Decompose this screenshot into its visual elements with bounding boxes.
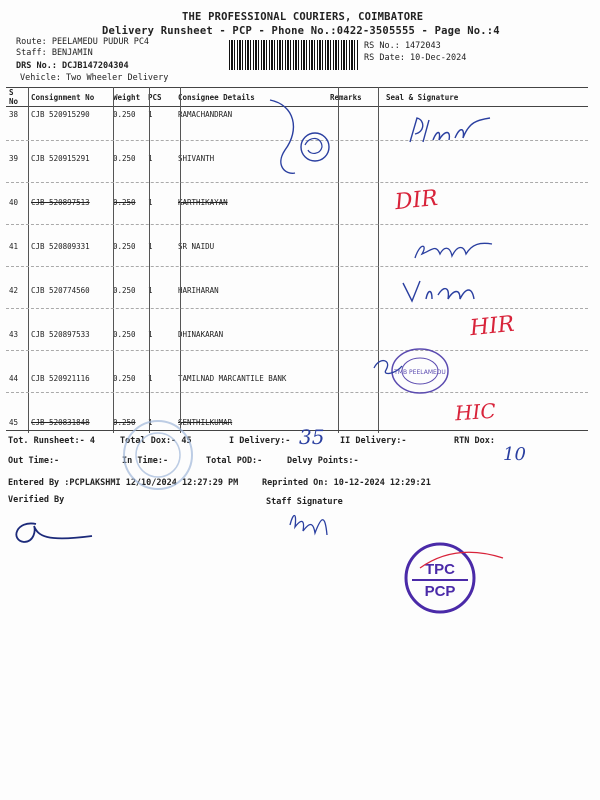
handwritten-rtn-count: 10 xyxy=(503,444,526,465)
row-remarks xyxy=(327,239,366,283)
col-consignee: Consignee Details xyxy=(175,88,327,107)
rs-number: RS No.: 1472043 xyxy=(364,41,441,51)
route-label: Route: PEELAMEDU PUDUR PC4 xyxy=(16,37,150,47)
row-remarks xyxy=(327,371,366,415)
row-weight: 0.250 xyxy=(113,110,136,119)
row-divider xyxy=(6,182,588,183)
column-divider xyxy=(149,87,150,433)
row-consignment: CJB 520915290 xyxy=(31,110,90,119)
row-weight: 0.250 xyxy=(113,418,136,427)
row-weight: 0.250 xyxy=(113,242,136,251)
row-consignment: CJB 520897533 xyxy=(31,330,90,339)
row-divider xyxy=(6,350,588,351)
remark-hir: HIR xyxy=(468,311,516,342)
column-divider xyxy=(113,87,114,433)
i-delivery-label: I Delivery:- xyxy=(229,436,291,446)
remark-hic: HIC xyxy=(454,398,497,426)
staff-signature xyxy=(285,505,335,541)
table-row xyxy=(6,371,588,415)
col-pcs: PCS xyxy=(145,88,175,107)
rs-date: RS Date: 10-Dec-2024 xyxy=(364,53,467,63)
runsheet-subtitle: Delivery Runsheet - PCP - Phone No.:0422-3505555 - Page No.:4 xyxy=(102,25,500,37)
row-pcs: 1 xyxy=(148,154,153,163)
row-divider xyxy=(6,224,588,225)
col-remarks: Remarks xyxy=(327,88,366,107)
signature-row-42 xyxy=(398,275,488,311)
row-consignment: CJB 520897513 xyxy=(31,198,90,207)
row-pcs: 1 xyxy=(148,286,153,295)
row-sno: 41 xyxy=(9,242,19,251)
row-consignee: TAMILNAD MARCANTILE BANK xyxy=(178,374,287,383)
delivery-points-label: Delvy Points:- xyxy=(287,456,359,466)
row-divider xyxy=(6,266,588,267)
row-remarks xyxy=(327,283,366,327)
row-sno: 45 xyxy=(9,418,19,427)
row-remarks xyxy=(327,327,366,371)
row-weight: 0.250 xyxy=(113,286,136,295)
col-consignment: Consignment No xyxy=(28,88,110,107)
total-dox: Total Dox:- 45 xyxy=(120,436,192,446)
total-runsheet: Tot. Runsheet:- 4 xyxy=(8,436,95,446)
staff-label: Staff: BENJAMIN xyxy=(16,48,93,58)
row-consignment: CJB 520921116 xyxy=(31,374,90,383)
reprinted-on: Reprinted On: 10-12-2024 12:29:21 xyxy=(262,478,431,488)
in-time-label: In Time:- xyxy=(122,456,169,466)
stamp-tpc-text: TPC xyxy=(425,561,455,578)
drs-number: DRS No.: DCJB147204304 xyxy=(16,61,129,71)
row-consignee: KARTHIKAYAN xyxy=(178,198,228,207)
row-sno: 43 xyxy=(9,330,19,339)
faded-office-stamp xyxy=(118,415,198,495)
table-row xyxy=(6,239,588,283)
barcode xyxy=(229,40,359,70)
row-sno: 40 xyxy=(9,198,19,207)
remark-dir: DIR xyxy=(393,185,440,216)
column-divider xyxy=(180,87,181,433)
row-consignee: SENTHILKUMAR xyxy=(178,418,233,427)
table-row xyxy=(6,195,588,239)
handwritten-delivery-count: 35 xyxy=(299,425,325,449)
company-name: THE PROFESSIONAL COURIERS, COIMBATORE xyxy=(182,11,424,23)
staff-signature-label: Staff Signature xyxy=(266,497,343,507)
row-signature xyxy=(366,151,588,195)
vehicle-label: Vehicle: Two Wheeler Delivery xyxy=(20,73,169,83)
row-consignment: CJB 520831848 xyxy=(31,418,90,427)
row-consignee: SHIVANTH xyxy=(178,154,215,163)
row-consignee: DHINAKARAN xyxy=(178,330,224,339)
column-divider xyxy=(28,87,29,433)
row-pcs: 1 xyxy=(148,198,153,207)
signature-scribble-bracket xyxy=(260,95,340,180)
total-pod-label: Total POD:- xyxy=(206,456,263,466)
row-sno: 38 xyxy=(9,110,19,119)
bank-seal-stamp xyxy=(372,346,462,396)
row-weight: 0.250 xyxy=(113,330,136,339)
entered-by: Entered By :PCPLAKSHMI 12/10/2024 12:27:29 PM xyxy=(8,478,239,488)
out-time-label: Out Time:- xyxy=(8,456,60,466)
row-consignment: CJB 520915291 xyxy=(31,154,90,163)
row-consignment: CJB 520809331 xyxy=(31,242,90,251)
row-pcs: 1 xyxy=(148,242,153,251)
rtn-dox-label: RTN Dox: xyxy=(454,436,495,446)
row-consignee: RAMACHANDRAN xyxy=(178,110,233,119)
col-seal-signature: Seal & Signature xyxy=(366,88,588,107)
ii-delivery-label: II Delivery:- xyxy=(340,436,407,446)
verifier-signature xyxy=(6,512,96,552)
signature-row-38 xyxy=(405,112,495,152)
col-sno: S No xyxy=(6,88,28,107)
tpc-pcp-stamp xyxy=(398,538,508,618)
row-divider xyxy=(6,308,588,309)
bank-seal-text: TMB PEELAMEDU xyxy=(394,369,446,376)
row-consignment: CJB 520774560 xyxy=(31,286,90,295)
col-weight: Weight xyxy=(110,88,145,107)
row-weight: 0.250 xyxy=(113,374,136,383)
row-weight: 0.250 xyxy=(113,154,136,163)
row-divider xyxy=(6,392,588,393)
verified-by-label: Verified By xyxy=(8,495,65,505)
row-sno: 42 xyxy=(9,286,19,295)
row-weight: 0.250 xyxy=(113,198,136,207)
row-pcs: 1 xyxy=(148,374,153,383)
stamp-pcp-text: PCP xyxy=(424,583,456,600)
signature-row-41 xyxy=(410,232,500,268)
row-sno: 44 xyxy=(9,374,19,383)
row-consignee: SR NAIDU xyxy=(178,242,215,251)
row-consignee: HARIHARAN xyxy=(178,286,219,295)
row-sno: 39 xyxy=(9,154,19,163)
row-remarks xyxy=(327,195,366,239)
row-pcs: 1 xyxy=(148,418,153,427)
row-pcs: 1 xyxy=(148,330,153,339)
row-pcs: 1 xyxy=(148,110,153,119)
table-bottom-rule xyxy=(6,430,588,431)
